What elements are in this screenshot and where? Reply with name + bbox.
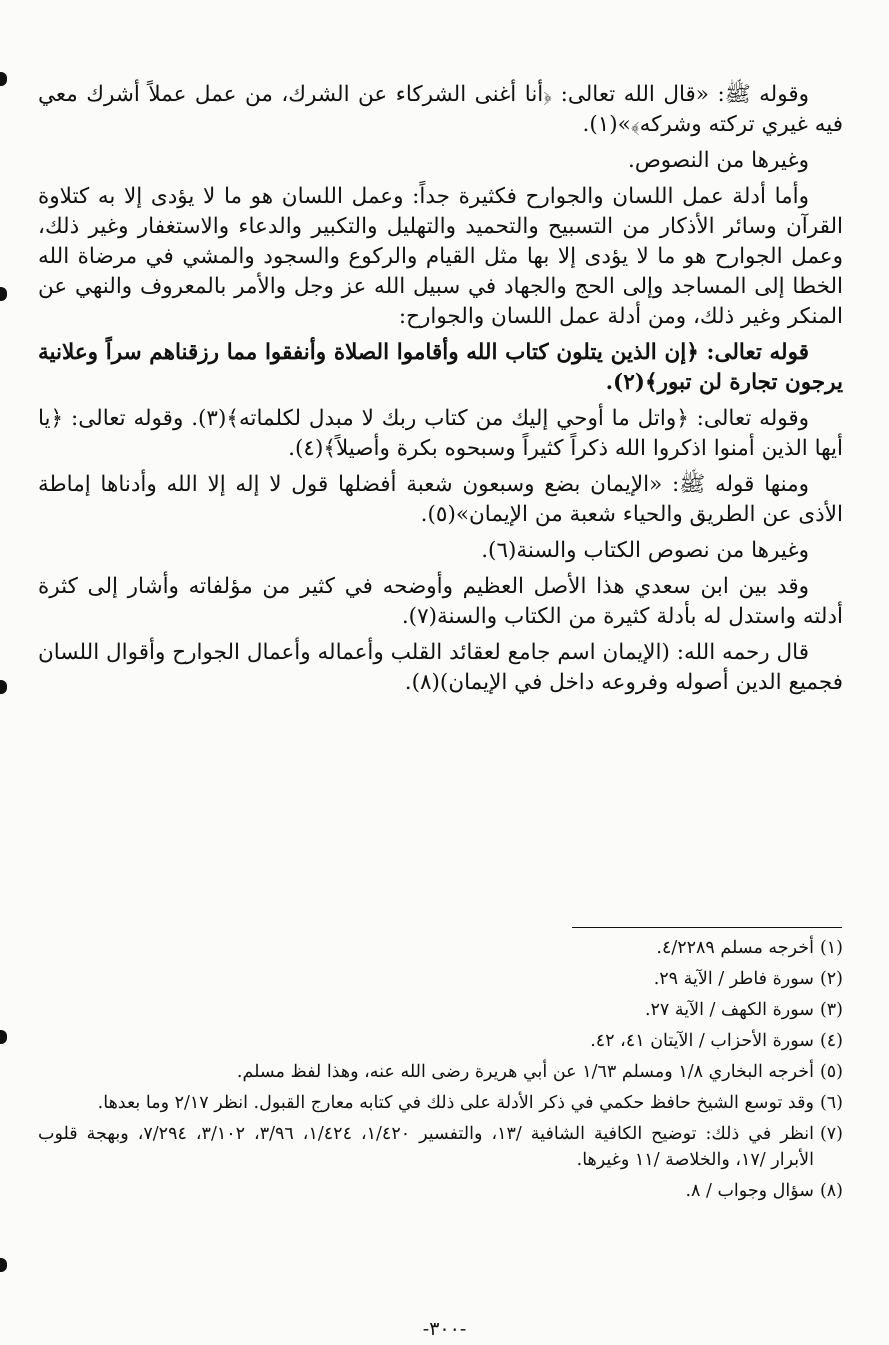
- page-number: -٣٠٠-: [422, 1318, 467, 1340]
- scan-binding-mark: [0, 287, 7, 301]
- footnote: [38, 997, 843, 1023]
- main-text: [38, 80, 843, 704]
- paragraph: وقوله ﷺ: «قال الله تعالى: ﴿أنا أغنى الشركاء عن الشرك، من عمل عملاً أشرك معي فيه غيري تركته وشركه﴾»(١).: [38, 82, 843, 137]
- footnote: [38, 1121, 843, 1173]
- paragraph: وقوله تعالى: ﴿واتل ما أوحي إليك من كتاب ربك لا مبدل لكلماته﴾(٣). وقوله تعالى: ﴿يا أيها الذين أمنوا اذكروا الله ذكراً كثيراً وسبحوه بكرة وأصيلاً﴾(٤).: [38, 406, 843, 461]
- footnote-number: (٦): [819, 1093, 843, 1113]
- footnote-number: (٧): [819, 1124, 843, 1144]
- footnote-text: وقد توسع الشيخ حافظ حكمي في ذكر الأدلة على ذلك في كتابه معارج القبول. انظر ٢/١٧ وما بعدها.: [97, 1093, 814, 1113]
- footnote-divider: [572, 927, 842, 928]
- footnote-number: (٥): [819, 1062, 843, 1082]
- footnote-text: أخرجه البخاري ١/٨ ومسلم ١/٦٣ عن أبي هريرة رضى الله عنه، وهذا لفظ مسلم.: [236, 1062, 814, 1082]
- paragraph: وغيرها من النصوص.: [627, 148, 809, 173]
- paragraph-quran-verse: قوله تعالى: ﴿إن الذين يتلون كتاب الله وأقاموا الصلاة وأنفقوا مما رزقناهم سراً وعلانية يرجون تجارة لن تبور﴾(٢).: [38, 340, 843, 395]
- paragraph: وأما أدلة عمل اللسان والجوارح فكثيرة جداً: وعمل اللسان هو ما لا يؤدى إلا به كتلاوة القرآن وسائر الأذكار من التسبيح والتحميد والتهليل والتكبير والدعاء والاستغفار وغير ذلك، وعمل الجوارح هو ما لا يؤدى إلا بها مثل القيام والركوع والسجود والمشي في مرضاة الله الخطا إلى المساجد وإلى الحج والجهاد في سبيل الله عز وجل والأمر بالمعروف والنهي عن المنكر وغير ذلك، ومن أدلة عمل اللسان والجوارح:: [38, 184, 843, 329]
- footnote-number: (٤): [819, 1031, 843, 1051]
- footnote: [38, 1090, 843, 1116]
- paragraph: وقد بين ابن سعدي هذا الأصل العظيم وأوضحه في كثير من مؤلفاته وأشار إلى كثرة أدلته واستدل له بأدلة كثيرة من الكتاب والسنة(٧).: [38, 574, 843, 629]
- footnote-number: (١): [819, 938, 843, 958]
- footnote-text: أخرجه مسلم ٤/٢٢٨٩.: [656, 938, 814, 958]
- paragraph: ومنها قوله ﷺ: «الإيمان بضع وسبعون شعبة أفضلها قول لا إله إلا الله وأدناها إماطة الأذى عن الطريق والحياء شعبة من الإيمان»(٥).: [38, 472, 843, 527]
- footnote: [38, 966, 843, 992]
- footnote-text: سورة الكهف / الآية ٢٧.: [644, 1000, 814, 1020]
- footnote-number: (٢): [819, 969, 843, 989]
- paragraph: قال رحمه الله: (الإيمان اسم جامع لعقائد القلب وأعماله وأعمال الجوارح وأقوال اللسان فجميع الدين أصوله وفروعه داخل في الإيمان)(٨).: [38, 640, 843, 695]
- footnote: [38, 1028, 843, 1054]
- footnote-text: انظر في ذلك: توضيح الكافية الشافية /١٣، والتفسير ١/٤٢٠، ١/٤٢٤، ٣/٩٦، ٣/١٠٢، ٧/٢٩٤، وبهجة قلوب الأبرار /١٧، والخلاصة /١١ وغيرها.: [38, 1124, 814, 1170]
- scan-binding-mark: [0, 680, 7, 694]
- scan-binding-mark: [0, 1258, 7, 1272]
- scan-binding-mark: [0, 72, 7, 86]
- scan-binding-mark: [0, 1030, 7, 1044]
- footnote-text: سورة الأحزاب / الآيتان ٤١، ٤٢.: [590, 1031, 814, 1051]
- footnote-number: (٨): [819, 1181, 843, 1201]
- paragraph: وغيرها من نصوص الكتاب والسنة(٦).: [481, 538, 809, 563]
- footnote: [38, 1059, 843, 1085]
- footnote: [38, 1178, 843, 1204]
- footnote-number: (٣): [819, 1000, 843, 1020]
- footnote-text: سورة فاطر / الآية ٢٩.: [653, 969, 814, 989]
- footnote-text: سؤال وجواب / ٨.: [685, 1181, 814, 1201]
- footnotes: [38, 935, 843, 1209]
- footnote: [38, 935, 843, 961]
